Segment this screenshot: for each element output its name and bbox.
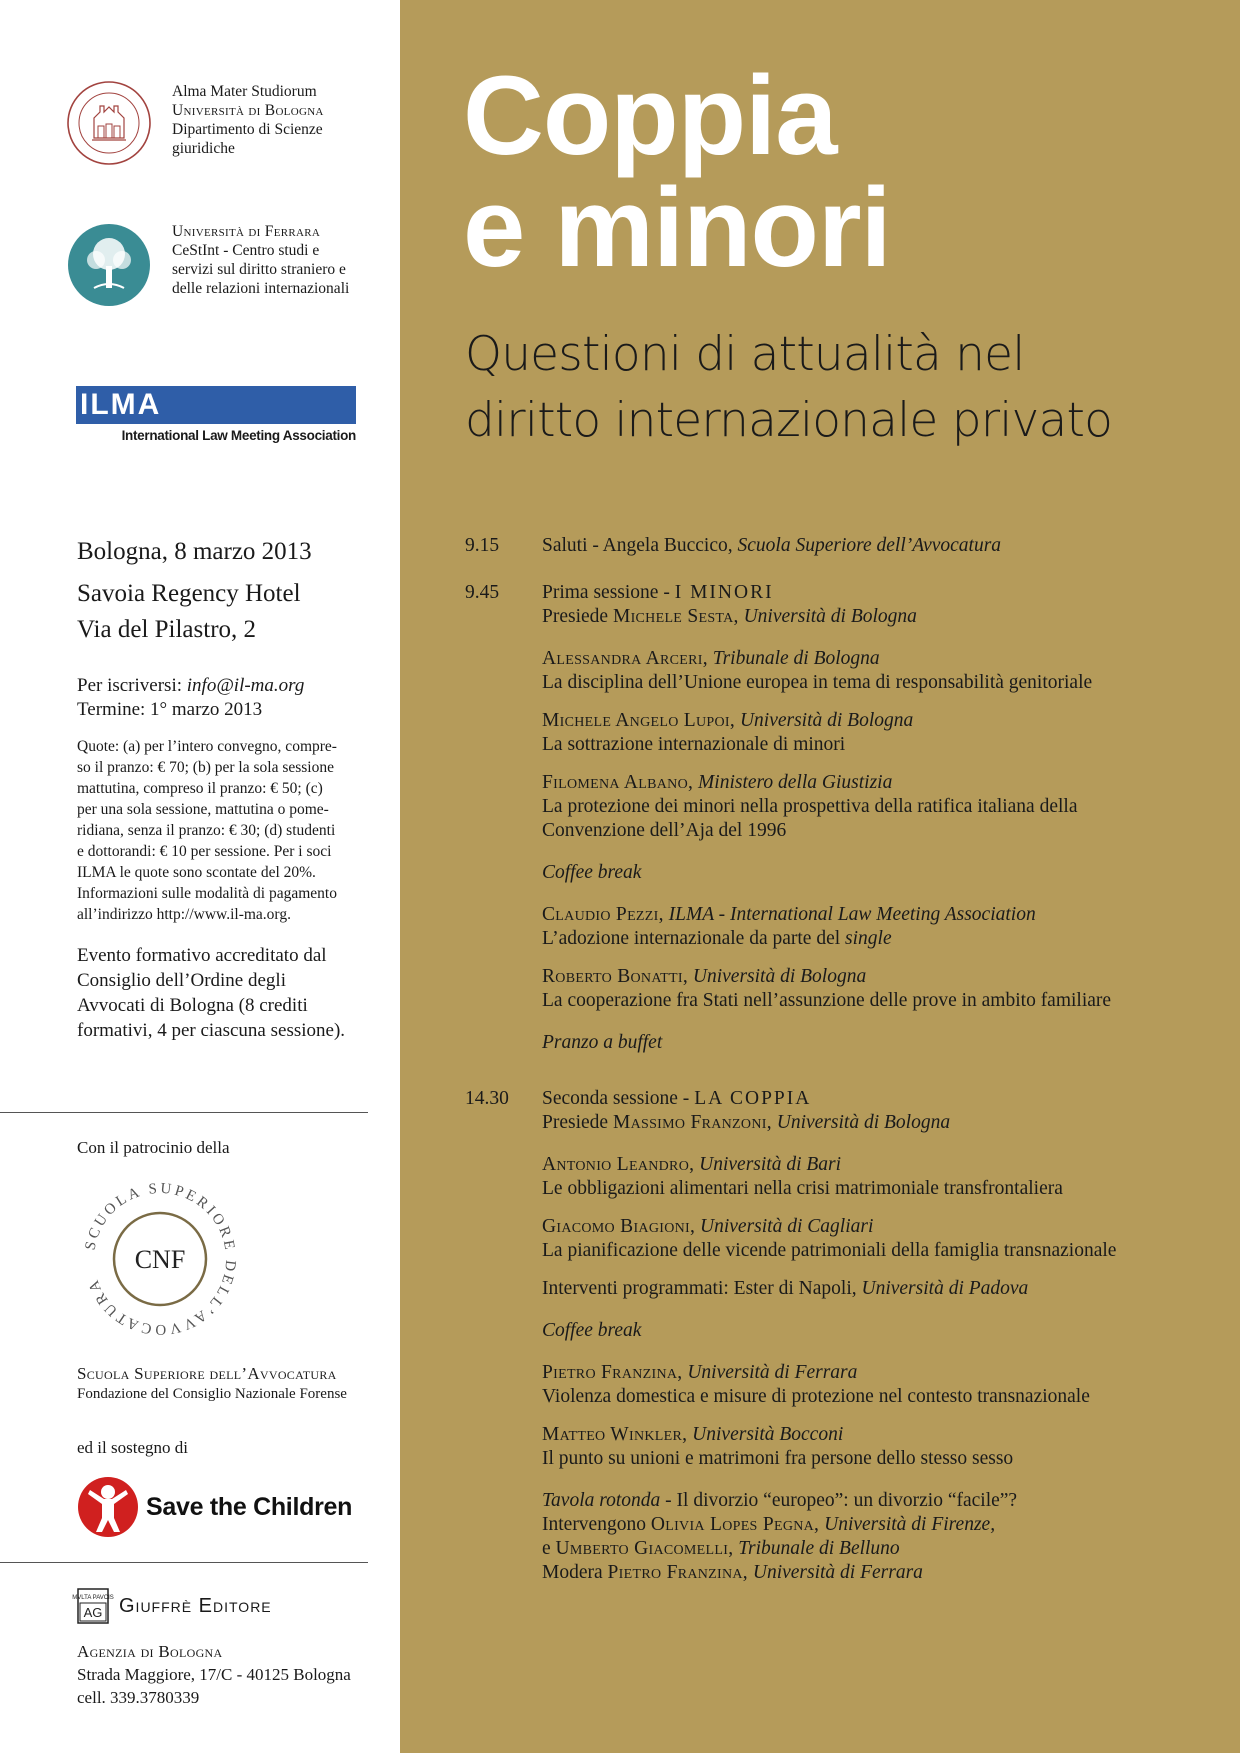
register-label: Per iscriversi:: [77, 675, 183, 696]
publisher-address: Strada Maggiore, 17/C - 40125 Bologna: [77, 1665, 351, 1684]
ilma-full-name: International Law Meeting Association: [121, 428, 356, 443]
fees-line: all’indirizzo http://www.il-ma.org.: [77, 906, 291, 923]
program-interventions: [465, 1277, 1235, 1301]
patron-foundation: Fondazione del Consiglio Nazionale Forense: [77, 1386, 347, 1402]
cnf-seal-icon: [76, 1175, 244, 1343]
program-time: 9.15: [465, 535, 500, 556]
talk-affil: Tribunale di Bologna: [712, 648, 880, 669]
program-time: 14.30: [465, 1088, 509, 1109]
talk-affil: Università di Cagliari: [700, 1216, 874, 1237]
session2-title-caps: LA COPPIA: [694, 1088, 812, 1109]
subtitle-line2: diritto internazionale privato: [465, 393, 1113, 448]
fees-line: per una sola sessione, mattutina o pome-: [77, 801, 329, 818]
fees-line: ILMA le quote sono scontate del 20%.: [77, 864, 316, 881]
unibo-line3: Dipartimento di Scienze: [172, 121, 323, 138]
session1-chair-prefix: Presiede: [542, 606, 609, 627]
session2-chair-prefix: Presiede: [542, 1112, 609, 1133]
roundtable-moderator: Pietro Franzina,: [607, 1562, 748, 1583]
cnf-seal-center: CNF: [134, 1245, 186, 1274]
support-label: ed il sostegno di: [77, 1438, 188, 1457]
patron-name-block: [77, 1364, 347, 1403]
save-the-children-logo: [76, 1474, 352, 1540]
session1-title: Prima sessione -: [542, 582, 670, 603]
welcome-affil: Scuola Superiore dell’Avvocatura: [737, 535, 1002, 556]
event-info: [77, 534, 397, 1043]
roundtable-affil: Università di Firenze,: [824, 1514, 996, 1535]
talk-speaker: Roberto Bonatti,: [542, 966, 689, 987]
program-talk: [465, 1361, 1235, 1409]
unife-logo-block: [66, 222, 349, 308]
ilma-acronym: ILMA: [76, 386, 356, 424]
patron-name: Scuola Superiore dell’Avvocatura: [77, 1364, 337, 1383]
session2-chair-affil: Università di Bologna: [776, 1112, 951, 1133]
talk-title: Le obbligazioni alimentari nella crisi matrimoniale transfrontaliera: [542, 1178, 1063, 1199]
talk-title: La cooperazione fra Stati nell’assunzione delle prove in ambito familiare: [542, 990, 1112, 1011]
publisher-name: Giuffrè Editore: [119, 1594, 272, 1617]
event-venue: Savoia Regency Hotel: [77, 580, 301, 607]
left-column: [0, 0, 400, 1753]
talk-speaker: Michele Angelo Lupoi,: [542, 710, 736, 731]
accreditation-line: Avvocati di Bologna (8 crediti: [77, 995, 308, 1016]
roundtable-prefix: Intervengono: [542, 1514, 646, 1535]
unibo-seal-icon: [66, 80, 152, 166]
accreditation-line: Consiglio dell’Ordine degli: [77, 970, 286, 991]
accreditation-text: [77, 943, 397, 1043]
program: [465, 534, 1235, 1585]
talk-affil: Università di Bari: [699, 1154, 842, 1175]
program-row-session2: [465, 1087, 1235, 1135]
fees-line: e dottorandi: € 10 per sessione. Per i soci: [77, 843, 332, 860]
giuffre-badge-icon: [72, 1588, 114, 1624]
fees-line: Quote: (a) per l’intero convegno, compre-: [77, 738, 337, 755]
giuffre-logo: [72, 1588, 272, 1624]
talk-affil: ILMA - International Law Meeting Association: [668, 904, 1036, 925]
program-talk: [465, 647, 1235, 695]
publisher-address-block: [77, 1640, 351, 1709]
talk-affil: Università di Ferrara: [687, 1362, 858, 1383]
unife-line4: delle relazioni internazionali: [172, 280, 350, 297]
program-row-welcome: [465, 534, 1235, 558]
patronage-label: Con il patrocinio della: [77, 1138, 230, 1157]
talk-title: La disciplina dell’Unione europea in tema di responsabilità genitoriale: [542, 672, 1093, 693]
unife-line1: Università di Ferrara: [172, 223, 321, 240]
register-email-link[interactable]: info@il-ma.org: [186, 675, 305, 696]
talk-title: Violenza domestica e misure di protezione nel contesto transnazionale: [542, 1386, 1090, 1407]
roundtable-prefix: e: [542, 1538, 551, 1559]
roundtable-speaker: Olivia Lopes Pegna,: [650, 1514, 820, 1535]
register-deadline: Termine: 1° marzo 2013: [77, 699, 263, 720]
poster-title: [463, 53, 891, 290]
roundtable-speaker: Umberto Giacomelli,: [555, 1538, 734, 1559]
program-talk: [465, 1215, 1235, 1263]
event-date: Bologna, 8 marzo 2013: [77, 538, 312, 565]
session1-chair: Michele Sesta,: [612, 606, 739, 627]
talk-speaker: Filomena Albano,: [542, 772, 694, 793]
program-time: 9.45: [465, 582, 500, 603]
talk-title: La pianificazione delle vicende patrimoniali della famiglia transnazionale: [542, 1240, 1117, 1261]
giuffre-badge-bottom: AG: [83, 1605, 103, 1620]
program-talk: [465, 1153, 1235, 1201]
talk-title-cont: Convenzione dell’Aja del 1996: [542, 820, 787, 841]
fees-line: so il pranzo: € 70; (b) per la sola sessione: [77, 759, 334, 776]
divider: [0, 1112, 368, 1113]
right-column: [400, 0, 1240, 1753]
talk-title: La protezione dei minori nella prospettiva della ratifica italiana della: [542, 796, 1078, 817]
program-break: [465, 861, 1235, 885]
talk-title-italic: single: [845, 928, 892, 949]
program-roundtable: [465, 1489, 1235, 1585]
talk-title: L’adozione internazionale da parte del: [542, 928, 841, 949]
session2-title: Seconda sessione -: [542, 1088, 690, 1109]
talk-speaker: Claudio Pezzi,: [542, 904, 664, 925]
talk-speaker: Antonio Leandro,: [542, 1154, 695, 1175]
publisher-phone: cell. 339.3780339: [77, 1688, 200, 1707]
roundtable-label: Tavola rotonda: [542, 1490, 661, 1511]
title-line2: e minori: [463, 165, 891, 290]
roundtable-title: - Il divorzio “europeo”: un divorzio “facile”?: [665, 1490, 1018, 1511]
talk-title: La sottrazione internazionale di minori: [542, 734, 846, 755]
fees-line: Informazioni sulle modalità di pagamento: [77, 885, 337, 902]
program-break: [465, 1031, 1235, 1055]
program-row-session1: [465, 581, 1235, 629]
session1-title-caps: I MINORI: [674, 582, 774, 603]
talk-speaker: Giacomo Biagioni,: [542, 1216, 696, 1237]
unibo-logo-block: [66, 80, 324, 166]
program-talk: [465, 771, 1235, 843]
session2-chair: Massimo Franzoni,: [612, 1112, 772, 1133]
program-break: [465, 1319, 1235, 1343]
fees-line: mattutina, compreso il pranzo: € 50; (c): [77, 780, 323, 797]
program-talk: [465, 1423, 1235, 1471]
title-line1: Coppia: [463, 53, 837, 178]
interventions-affil: Università di Padova: [861, 1278, 1029, 1299]
program-talk: [465, 709, 1235, 757]
program-talk: [465, 903, 1235, 951]
talk-speaker: Matteo Winkler,: [542, 1424, 688, 1445]
roundtable-prefix: Modera: [542, 1562, 603, 1583]
roundtable-affil: Università di Ferrara: [752, 1562, 923, 1583]
poster-subtitle: [465, 322, 1235, 454]
talk-speaker: Alessandra Arceri,: [542, 648, 708, 669]
program-talk: [465, 965, 1235, 1013]
talk-affil: Ministero della Giustizia: [698, 772, 893, 793]
unife-line2: CeStInt - Centro studi e: [172, 242, 320, 259]
event-address: Via del Pilastro, 2: [77, 616, 257, 643]
save-the-children-name: Save the Children: [146, 1492, 353, 1521]
talk-affil: Università Bocconi: [692, 1424, 844, 1445]
talk-speaker: Pietro Franzina,: [542, 1362, 683, 1383]
unibo-line4: giuridiche: [172, 140, 235, 157]
talk-affil: Università di Bologna: [692, 966, 867, 987]
unife-line3: servizi sul diritto straniero e: [172, 261, 346, 278]
divider: [0, 1562, 368, 1563]
unibo-line1: Alma Mater Studiorum: [172, 83, 317, 100]
giuffre-badge-top: MVLTA PAVCIS: [72, 1595, 114, 1601]
talk-title: Il punto su unioni e matrimoni fra persone dello stesso sesso: [542, 1448, 1014, 1469]
accreditation-line: formativi, 4 per ciascuna sessione).: [77, 1020, 346, 1041]
fees-line: ridiana, senza il pranzo: € 30; (d) studenti: [77, 822, 336, 839]
interventions-text: Interventi programmati: Ester di Napoli,: [542, 1278, 857, 1299]
coffee-break: Coffee break: [542, 1320, 642, 1341]
fees-text: [77, 736, 397, 925]
unibo-line2: Università di Bologna: [172, 102, 324, 119]
ilma-logo: [76, 386, 356, 443]
session1-chair-affil: Università di Bologna: [743, 606, 917, 627]
unife-tree-icon: [66, 222, 152, 308]
save-the-children-icon: [76, 1474, 140, 1540]
subtitle-line1: Questioni di attualità nel: [465, 327, 1025, 382]
cnf-seal-ring-text: SCUOLA SUPERIORE DELL’AVVOCATURA: [82, 1180, 239, 1338]
welcome-text: Saluti - Angela Buccico,: [542, 535, 733, 556]
coffee-break: Coffee break: [542, 862, 642, 883]
publisher-agency: Agenzia di Bologna: [77, 1642, 223, 1661]
accreditation-line: Evento formativo accreditato dal: [77, 945, 327, 966]
roundtable-affil: Tribunale di Belluno: [738, 1538, 900, 1559]
talk-affil: Università di Bologna: [739, 710, 914, 731]
lunch-break: Pranzo a buffet: [542, 1032, 663, 1053]
